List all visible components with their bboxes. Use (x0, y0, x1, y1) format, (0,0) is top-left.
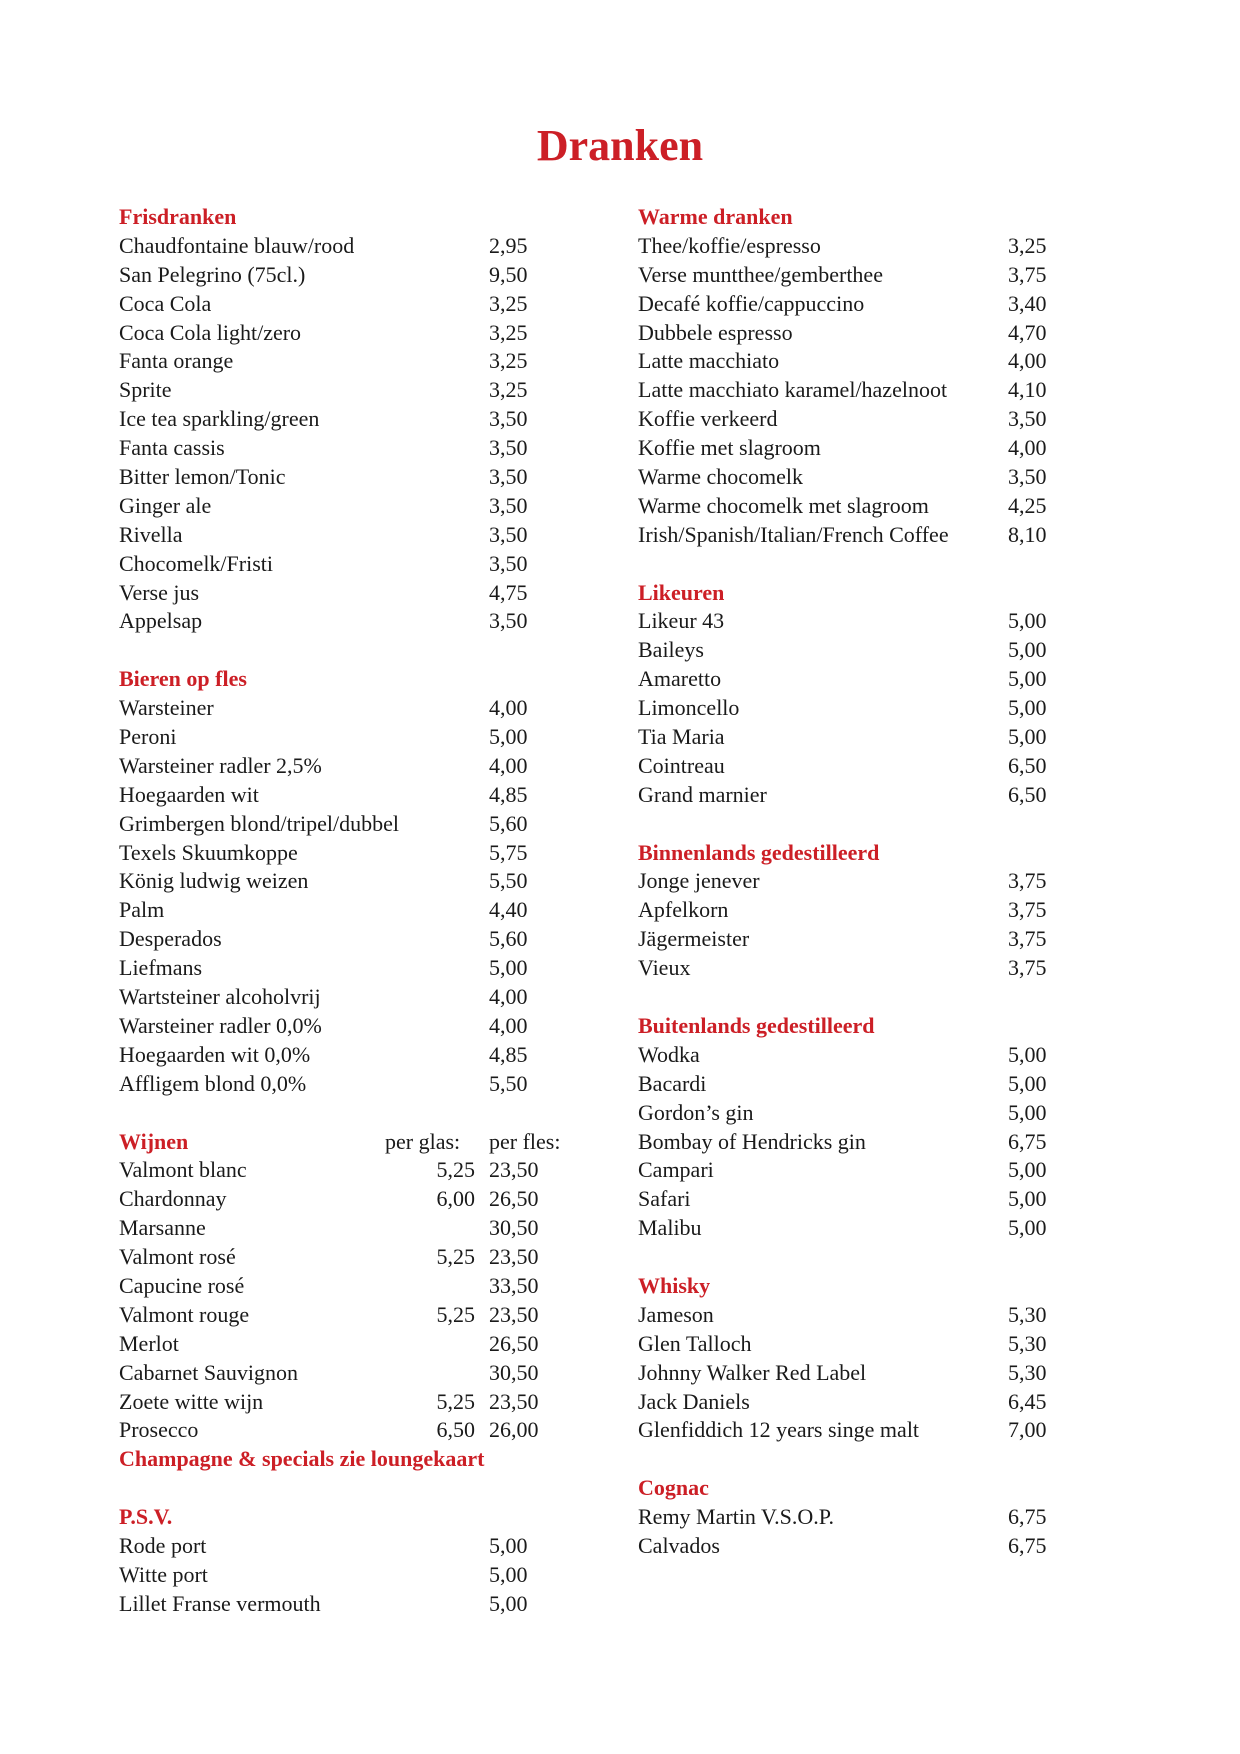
item-name: Baileys (638, 637, 704, 663)
menu-item (638, 607, 1098, 636)
section-heading-whisky: Whisky (638, 1272, 711, 1298)
item-price: 3,50 (489, 464, 528, 490)
wine-name: Prosecco (119, 1417, 199, 1443)
item-name: Warsteiner radler 2,5% (119, 752, 322, 778)
item-name: Wartsteiner alcoholvrij (119, 984, 321, 1010)
menu-item (119, 1561, 579, 1590)
wine-price-glass: 6,00 (436, 1186, 475, 1212)
item-name: Limoncello (638, 695, 740, 721)
wine-price-bottle: 23,50 (489, 1301, 539, 1327)
left-column (119, 203, 579, 1619)
item-name: Chaudfontaine blauw/rood (119, 232, 355, 258)
item-name: Rode port (119, 1532, 207, 1558)
item-name: Grand marnier (638, 781, 767, 807)
menu-item (638, 261, 1098, 290)
menu-item (638, 376, 1098, 405)
item-price: 3,50 (489, 435, 528, 461)
menu-item (638, 1099, 1098, 1128)
item-price: 3,50 (1008, 406, 1047, 432)
menu-item (638, 694, 1098, 723)
item-name: Coca Cola (119, 290, 212, 316)
menu-item (119, 319, 579, 348)
item-price: 5,00 (1008, 1215, 1047, 1241)
menu-item (638, 1156, 1098, 1185)
right-column (638, 203, 1098, 1561)
wine-item (119, 1359, 579, 1388)
item-name: Rivella (119, 521, 183, 547)
menu-item (119, 1532, 579, 1561)
item-price: 3,50 (489, 608, 528, 634)
menu-item (638, 781, 1098, 810)
section-heading-psv: P.S.V. (119, 1504, 173, 1530)
item-name: Johnny Walker Red Label (638, 1359, 867, 1385)
wine-price-bottle: 23,50 (489, 1157, 539, 1183)
menu-item (638, 1503, 1098, 1532)
item-name: Warsteiner (119, 695, 214, 721)
item-name: Campari (638, 1157, 714, 1183)
item-price: 4,00 (1008, 348, 1047, 374)
item-name: Palm (119, 897, 165, 923)
item-name: Cointreau (638, 752, 725, 778)
menu-item (119, 550, 579, 579)
wine-price-bottle: 30,50 (489, 1215, 539, 1241)
menu-item (119, 579, 579, 608)
item-price: 4,00 (489, 984, 528, 1010)
item-name: Bitter lemon/Tonic (119, 464, 286, 490)
section-heading-likeuren: Likeuren (638, 579, 725, 605)
menu-item (119, 1041, 579, 1070)
item-price: 5,00 (489, 724, 528, 750)
item-name: Fanta orange (119, 348, 234, 374)
item-name: Amaretto (638, 666, 722, 692)
menu-item (638, 1070, 1098, 1099)
wine-price-glass: 6,50 (436, 1417, 475, 1443)
wine-name: Chardonnay (119, 1186, 227, 1212)
menu-item (119, 1012, 579, 1041)
menu-item (119, 723, 579, 752)
item-price: 5,30 (1008, 1301, 1047, 1327)
wine-price-bottle: 23,50 (489, 1244, 539, 1270)
menu-item (638, 347, 1098, 376)
section-heading-frisdranken: Frisdranken (119, 204, 237, 229)
item-name: Lillet Franse vermouth (119, 1590, 321, 1616)
item-price: 5,00 (1008, 666, 1047, 692)
item-price: 3,25 (489, 290, 528, 316)
item-price: 7,00 (1008, 1417, 1047, 1443)
item-price: 5,50 (489, 868, 528, 894)
item-name: Decafé koffie/cappuccino (638, 290, 865, 316)
menu-item (638, 521, 1098, 550)
item-name: Verse muntthee/gemberthee (638, 261, 883, 287)
wine-price-bottle: 26,50 (489, 1330, 539, 1356)
section-spacer (638, 983, 1098, 1012)
menu-item (119, 752, 579, 781)
wine-price-bottle: 23,50 (489, 1388, 539, 1414)
wine-item (119, 1185, 579, 1214)
menu-item (638, 1301, 1098, 1330)
item-price: 5,75 (489, 839, 528, 865)
item-price: 3,75 (1008, 261, 1047, 287)
item-name: Koffie verkeerd (638, 406, 778, 432)
item-price: 5,00 (1008, 608, 1047, 634)
wine-price-bottle: 26,00 (489, 1417, 539, 1443)
item-name: Verse jus (119, 579, 200, 605)
item-price: 5,00 (1008, 695, 1047, 721)
item-price: 4,40 (489, 897, 528, 923)
item-name: Remy Martin V.S.O.P. (638, 1504, 835, 1530)
item-price: 4,70 (1008, 319, 1047, 345)
menu-item (119, 1070, 579, 1099)
menu-item (638, 463, 1098, 492)
section-heading-wijnen: Wijnen (119, 1128, 189, 1154)
item-price: 3,75 (1008, 897, 1047, 923)
section-spacer (638, 1243, 1098, 1272)
menu-item (638, 1416, 1098, 1445)
item-price: 5,30 (1008, 1359, 1047, 1385)
item-price: 5,00 (1008, 1070, 1047, 1096)
menu-item (119, 867, 579, 896)
item-name: Appelsap (119, 608, 203, 634)
item-price: 5,00 (1008, 1099, 1047, 1125)
menu-item (638, 954, 1098, 983)
item-name: Peroni (119, 724, 177, 750)
section-heading-bieren-op-fles: Bieren op fles (119, 666, 247, 692)
item-name: Liefmans (119, 955, 203, 981)
item-name: Ice tea sparkling/green (119, 406, 320, 432)
item-price: 4,10 (1008, 377, 1047, 403)
item-price: 3,50 (1008, 464, 1047, 490)
wine-item (119, 1214, 579, 1243)
item-name: Witte port (119, 1561, 208, 1587)
menu-item (638, 1185, 1098, 1214)
item-price: 6,75 (1008, 1504, 1047, 1530)
menu-item (119, 810, 579, 839)
item-price: 4,00 (489, 695, 528, 721)
item-name: Irish/Spanish/Italian/French Coffee (638, 521, 949, 547)
item-name: Tia Maria (638, 724, 725, 750)
menu-item (638, 665, 1098, 694)
item-name: Koffie met slagroom (638, 435, 821, 461)
section-heading-warme-dranken: Warme dranken (638, 204, 793, 229)
per-glas-label: per glas: (385, 1128, 461, 1154)
menu-item (638, 1330, 1098, 1359)
menu-item (119, 232, 579, 261)
item-name: Chocomelk/Fristi (119, 550, 273, 576)
item-price: 5,00 (489, 1590, 528, 1616)
item-price: 5,60 (489, 926, 528, 952)
item-price: 8,10 (1008, 521, 1047, 547)
wine-name: Valmont rosé (119, 1244, 236, 1270)
item-price: 5,60 (489, 810, 528, 836)
item-name: Coca Cola light/zero (119, 319, 302, 345)
item-name: Gordon’s gin (638, 1099, 754, 1125)
menu-item (119, 694, 579, 723)
item-name: Thee/koffie/espresso (638, 232, 821, 258)
item-price: 5,00 (489, 955, 528, 981)
wine-price-glass: 5,25 (436, 1157, 475, 1183)
item-price: 3,50 (489, 521, 528, 547)
item-name: Latte macchiato karamel/hazelnoot (638, 377, 948, 403)
menu-item (638, 1041, 1098, 1070)
item-name: Apfelkorn (638, 897, 729, 923)
menu-item (119, 463, 579, 492)
menu-item (119, 1590, 579, 1619)
item-price: 3,25 (489, 319, 528, 345)
item-price: 5,00 (489, 1532, 528, 1558)
item-price: 5,50 (489, 1070, 528, 1096)
menu-item (119, 925, 579, 954)
wine-header-row (119, 1128, 579, 1157)
menu-item (119, 896, 579, 925)
wine-item (119, 1156, 579, 1185)
item-name: Latte macchiato (638, 348, 780, 374)
section-heading-cognac: Cognac (638, 1475, 709, 1501)
item-price: 4,00 (1008, 435, 1047, 461)
item-name: Dubbele espresso (638, 319, 793, 345)
item-price: 6,50 (1008, 781, 1047, 807)
item-name: König ludwig weizen (119, 868, 309, 894)
wine-price-glass: 5,25 (436, 1244, 475, 1270)
item-name: Bombay of Hendricks gin (638, 1128, 866, 1154)
item-name: Ginger ale (119, 492, 212, 518)
item-name: Grimbergen blond/tripel/dubbel (119, 810, 400, 836)
menu-item (638, 896, 1098, 925)
menu-item (638, 290, 1098, 319)
menu-item (119, 954, 579, 983)
section-spacer (119, 1099, 579, 1128)
menu-item (119, 405, 579, 434)
item-name: San Pelegrino (75cl.) (119, 261, 306, 287)
item-name: Calvados (638, 1532, 720, 1558)
item-name: Hoegaarden wit (119, 781, 259, 807)
menu-item (638, 752, 1098, 781)
item-price: 5,00 (1008, 1186, 1047, 1212)
item-name: Vieux (638, 955, 691, 981)
item-name: Texels Skuumkoppe (119, 839, 298, 865)
item-name: Jägermeister (638, 926, 750, 952)
item-name: Fanta cassis (119, 435, 225, 461)
section-spacer (119, 636, 579, 665)
item-name: Warsteiner radler 0,0% (119, 1012, 322, 1038)
item-price: 3,25 (489, 377, 528, 403)
item-price: 5,00 (1008, 637, 1047, 663)
item-price: 6,50 (1008, 752, 1047, 778)
wine-name: Cabarnet Sauvignon (119, 1359, 299, 1385)
menu-item (119, 839, 579, 868)
wine-item (119, 1243, 579, 1272)
item-price: 3,75 (1008, 868, 1047, 894)
menu-item (119, 376, 579, 405)
menu-item (638, 925, 1098, 954)
item-price: 5,00 (1008, 724, 1047, 750)
wine-item (119, 1301, 579, 1330)
wine-name: Zoete witte wijn (119, 1388, 264, 1414)
item-price: 5,00 (1008, 1157, 1047, 1183)
menu-item (638, 319, 1098, 348)
item-name: Malibu (638, 1215, 702, 1241)
menu-item (638, 1388, 1098, 1417)
item-price: 3,50 (489, 550, 528, 576)
item-name: Desperados (119, 926, 222, 952)
menu-item (119, 781, 579, 810)
menu-item (638, 492, 1098, 521)
menu-item (119, 434, 579, 463)
section-spacer (638, 550, 1098, 579)
item-name: Wodka (638, 1041, 700, 1067)
item-price: 6,45 (1008, 1388, 1047, 1414)
menu-item (119, 347, 579, 376)
menu-item (638, 1214, 1098, 1243)
wine-name: Valmont rouge (119, 1301, 250, 1327)
menu-item (638, 723, 1098, 752)
wine-item (119, 1388, 579, 1417)
item-price: 5,30 (1008, 1330, 1047, 1356)
menu-item (638, 867, 1098, 896)
item-price: 5,00 (489, 1561, 528, 1587)
item-price: 5,00 (1008, 1041, 1047, 1067)
section-spacer (119, 1474, 579, 1503)
menu-item (638, 636, 1098, 665)
wine-name: Capucine rosé (119, 1272, 245, 1298)
wine-item (119, 1416, 579, 1445)
menu-item (638, 1128, 1098, 1157)
item-price: 4,85 (489, 1041, 528, 1067)
menu-item (119, 261, 579, 290)
item-price: 4,75 (489, 579, 528, 605)
menu-item (638, 232, 1098, 261)
wine-price-glass: 5,25 (436, 1301, 475, 1327)
page-title: Dranken (536, 121, 704, 170)
menu-item (119, 492, 579, 521)
wine-price-bottle: 33,50 (489, 1272, 539, 1298)
wine-price-bottle: 30,50 (489, 1359, 539, 1385)
item-price: 3,50 (489, 406, 528, 432)
section-spacer (638, 1445, 1098, 1474)
item-name: Glen Talloch (638, 1330, 752, 1356)
item-price: 3,50 (489, 492, 528, 518)
item-price: 6,75 (1008, 1128, 1047, 1154)
item-name: Safari (638, 1186, 691, 1212)
menu-item (638, 1532, 1098, 1561)
item-name: Jonge jenever (638, 868, 760, 894)
item-name: Affligem blond 0,0% (119, 1070, 307, 1096)
wine-name: Marsanne (119, 1215, 206, 1241)
item-price: 4,00 (489, 1012, 528, 1038)
champagne-note: Champagne & specials zie loungekaart (119, 1446, 485, 1472)
item-name: Jack Daniels (638, 1388, 750, 1414)
wine-item (119, 1272, 579, 1301)
item-price: 4,85 (489, 781, 528, 807)
item-price: 3,25 (489, 348, 528, 374)
item-name: Warme chocomelk (638, 464, 803, 490)
item-price: 3,40 (1008, 290, 1047, 316)
wine-item (119, 1330, 579, 1359)
menu-item (638, 405, 1098, 434)
item-price: 2,95 (489, 232, 528, 258)
item-name: Likeur 43 (638, 608, 725, 634)
section-heading-binnenlands-gedestilleerd: Binnenlands gedestilleerd (638, 839, 880, 865)
item-price: 3,75 (1008, 926, 1047, 952)
item-name: Sprite (119, 377, 172, 403)
item-price: 3,75 (1008, 955, 1047, 981)
menu-item (638, 1359, 1098, 1388)
item-price: 9,50 (489, 261, 528, 287)
menu-item (638, 434, 1098, 463)
wine-price-bottle: 26,50 (489, 1186, 539, 1212)
menu-item (119, 290, 579, 319)
item-name: Warme chocomelk met slagroom (638, 492, 929, 518)
menu-item (119, 607, 579, 636)
item-price: 4,25 (1008, 492, 1047, 518)
item-price: 4,00 (489, 752, 528, 778)
section-spacer (638, 810, 1098, 839)
wine-name: Valmont blanc (119, 1157, 247, 1183)
item-name: Bacardi (638, 1070, 707, 1096)
menu-item (119, 983, 579, 1012)
item-name: Glenfiddich 12 years singe malt (638, 1417, 920, 1443)
per-fles-label: per fles: (489, 1128, 561, 1154)
section-heading-buitenlands-gedestilleerd: Buitenlands gedestilleerd (638, 1012, 875, 1038)
item-name: Hoegaarden wit 0,0% (119, 1041, 311, 1067)
item-price: 6,75 (1008, 1532, 1047, 1558)
wine-name: Merlot (119, 1330, 179, 1356)
item-price: 3,25 (1008, 232, 1047, 258)
menu-item (119, 521, 579, 550)
item-name: Jameson (638, 1301, 714, 1327)
wine-price-glass: 5,25 (436, 1388, 475, 1414)
